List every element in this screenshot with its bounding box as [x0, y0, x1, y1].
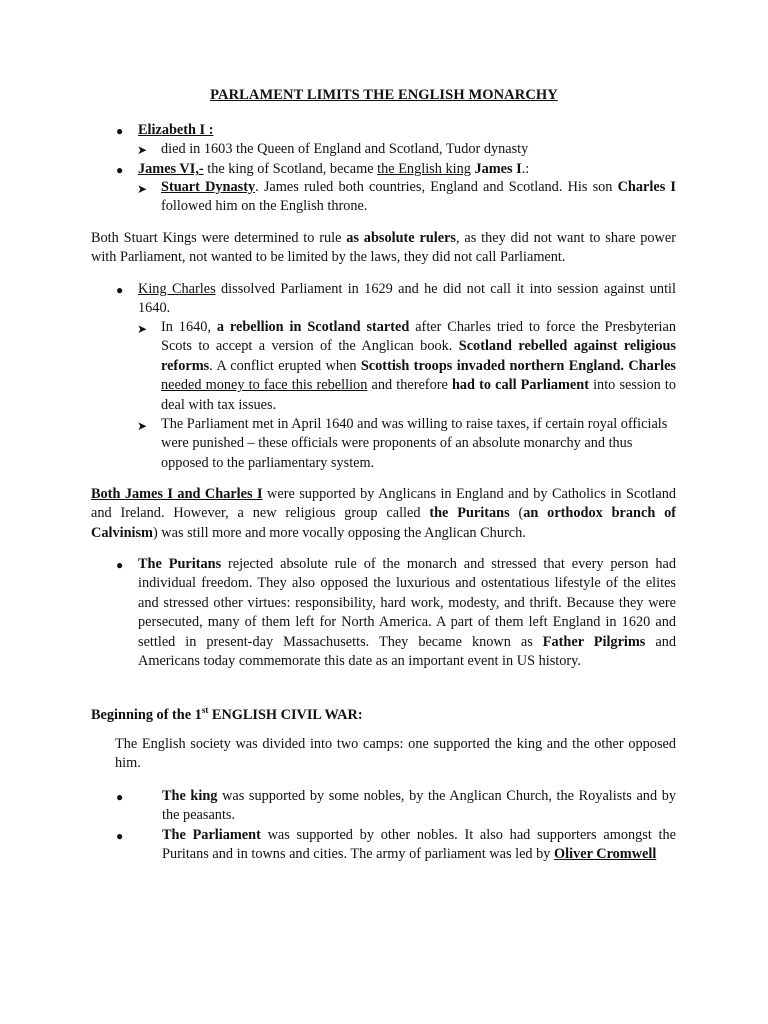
rebellion-bold-4: had to call Parliament	[451, 377, 589, 394]
puritans-label: The Puritans	[138, 556, 222, 572]
civil-war-intro: The English society was divided into two camps: one supported the king and the other opposed him.	[115, 736, 676, 772]
bullet-elizabeth: ●	[116, 124, 124, 138]
civil-war-heading-sup: st	[201, 705, 209, 716]
elizabeth-name: Elizabeth I :	[138, 122, 214, 138]
james-text-1: the king of Scotland, became	[203, 161, 378, 177]
bullet-puritans: ●	[116, 558, 124, 572]
civil-war-heading-a: Beginning of the 1	[91, 707, 202, 723]
elizabeth-item	[138, 121, 213, 140]
stuart-text-1: . James ruled both countries, England and Scotland. His son	[255, 179, 618, 195]
parliament-met-item: The Parliament met in April 1640 and was willing to raise taxes, if certain royal officials were punished – these officials were proponents of an absolute monarchy and thus opposed to the parliamentary system.	[161, 416, 668, 471]
james-english-king: the English king	[377, 161, 471, 177]
supported-calvinism: an orthodox branch of Calvinism	[91, 505, 677, 541]
james-i: James I	[474, 161, 522, 177]
paragraph-supported	[91, 485, 676, 543]
father-pilgrims: Father Pilgrims	[542, 633, 646, 650]
stuart-dynasty-label: Stuart Dynasty	[161, 179, 256, 195]
paragraph-absolute-rulers	[91, 229, 676, 268]
king-charles-item	[138, 280, 676, 319]
absolute-bold: as absolute rulers	[346, 230, 456, 246]
bullet-the-king: ●	[116, 790, 124, 804]
elizabeth-detail: died in 1603 the Queen of England and Scotland, Tudor dynasty	[161, 141, 529, 157]
supported-text-2: (	[509, 505, 524, 522]
stuart-text-2: followed him on the English throne.	[161, 198, 368, 215]
the-king-label: The king	[162, 788, 218, 804]
bullet-james: ●	[116, 163, 124, 177]
james-name: James VI,-	[138, 161, 204, 177]
puritans-text-1: rejected absolute rule of the monarch and stressed that every person had individual freedom. They also opposed the luxurious and ostentatious lifestyle of the elites and stressed other virtues: responsibility, hard work, modesty, and thrift. Because they were persecuted, many of them left for North America. A part of them left England in 1620 and settled in present-day Massachusetts. They became known as	[138, 556, 676, 650]
rebellion-text-2: after Charles tried to force the Presbyterian Scots to accept a version of the Anglican book.	[161, 319, 676, 355]
james-text-3: .:	[521, 161, 530, 177]
arrow-rebellion: ➤	[137, 322, 148, 336]
rebellion-underline: needed money to face this rebellion	[161, 377, 368, 394]
bullet-the-parliament: ●	[116, 829, 124, 843]
arrow-elizabeth: ➤	[137, 143, 148, 157]
bullet-king-charles: ●	[116, 283, 124, 297]
rebellion-bold-2: Scotland rebelled against religious reforms	[161, 338, 676, 374]
the-parliament-label: The Parliament	[162, 827, 261, 843]
puritans-item	[138, 555, 676, 671]
supported-kings: Both James I and Charles I	[91, 486, 263, 502]
rebellion-bold-1: a rebellion in Scotland started	[216, 319, 410, 335]
the-parliament-text: was supported by other nobles. It also had supporters amongst the Puritans and in towns and cities. The army of parliament was led by	[162, 827, 676, 863]
king-charles-text: dissolved Parliament in 1629 and he did not call it into session against until 1640.	[138, 281, 676, 317]
arrow-stuart: ➤	[137, 182, 148, 196]
the-king-text: was supported by some nobles, by the Anglican Church, the Royalists and by the peasants.	[162, 788, 676, 824]
supported-text-1: were supported by Anglicans in England and by Catholics in Scotland and Ireland. However, a new religious group called	[91, 486, 676, 522]
supported-puritans: the Puritans	[429, 505, 510, 522]
absolute-text-1: Both Stuart Kings were determined to rule	[91, 230, 347, 246]
absolute-text-2: , as they did not want to share power with Parliament, not wanted to be limited by the laws, they did not call Parliament.	[91, 230, 676, 266]
rebellion-text-6: into session to deal with tax issues.	[161, 377, 676, 413]
rebellion-text-5: and therefore	[367, 377, 452, 394]
king-charles-name: King Charles	[138, 281, 216, 297]
page-title: PARLAMENT LIMITS THE ENGLISH MONARCHY	[210, 87, 558, 103]
rebellion-text-1: In 1640,	[161, 319, 217, 335]
the-king-item	[162, 787, 676, 826]
james-item	[138, 160, 529, 179]
arrow-parliament-met: ➤	[137, 419, 148, 433]
rebellion-text-3: . A conflict erupted when	[209, 357, 361, 374]
rebellion-item	[161, 318, 676, 415]
stuart-dynasty-item	[161, 178, 676, 217]
oliver-cromwell: Oliver Cromwell	[554, 846, 657, 863]
civil-war-heading	[91, 706, 363, 725]
the-parliament-item	[162, 826, 676, 865]
puritans-text-2: and Americans today commemorate this date as an important event in US history.	[138, 633, 676, 670]
rebellion-bold-3: Scottish troops invaded northern England. Charles	[360, 357, 676, 374]
civil-war-heading-b: ENGLISH CIVIL WAR:	[208, 707, 363, 723]
supported-text-3: ) was still more and more vocally opposing the Anglican Church.	[152, 524, 526, 541]
stuart-charles: Charles I	[617, 179, 676, 195]
